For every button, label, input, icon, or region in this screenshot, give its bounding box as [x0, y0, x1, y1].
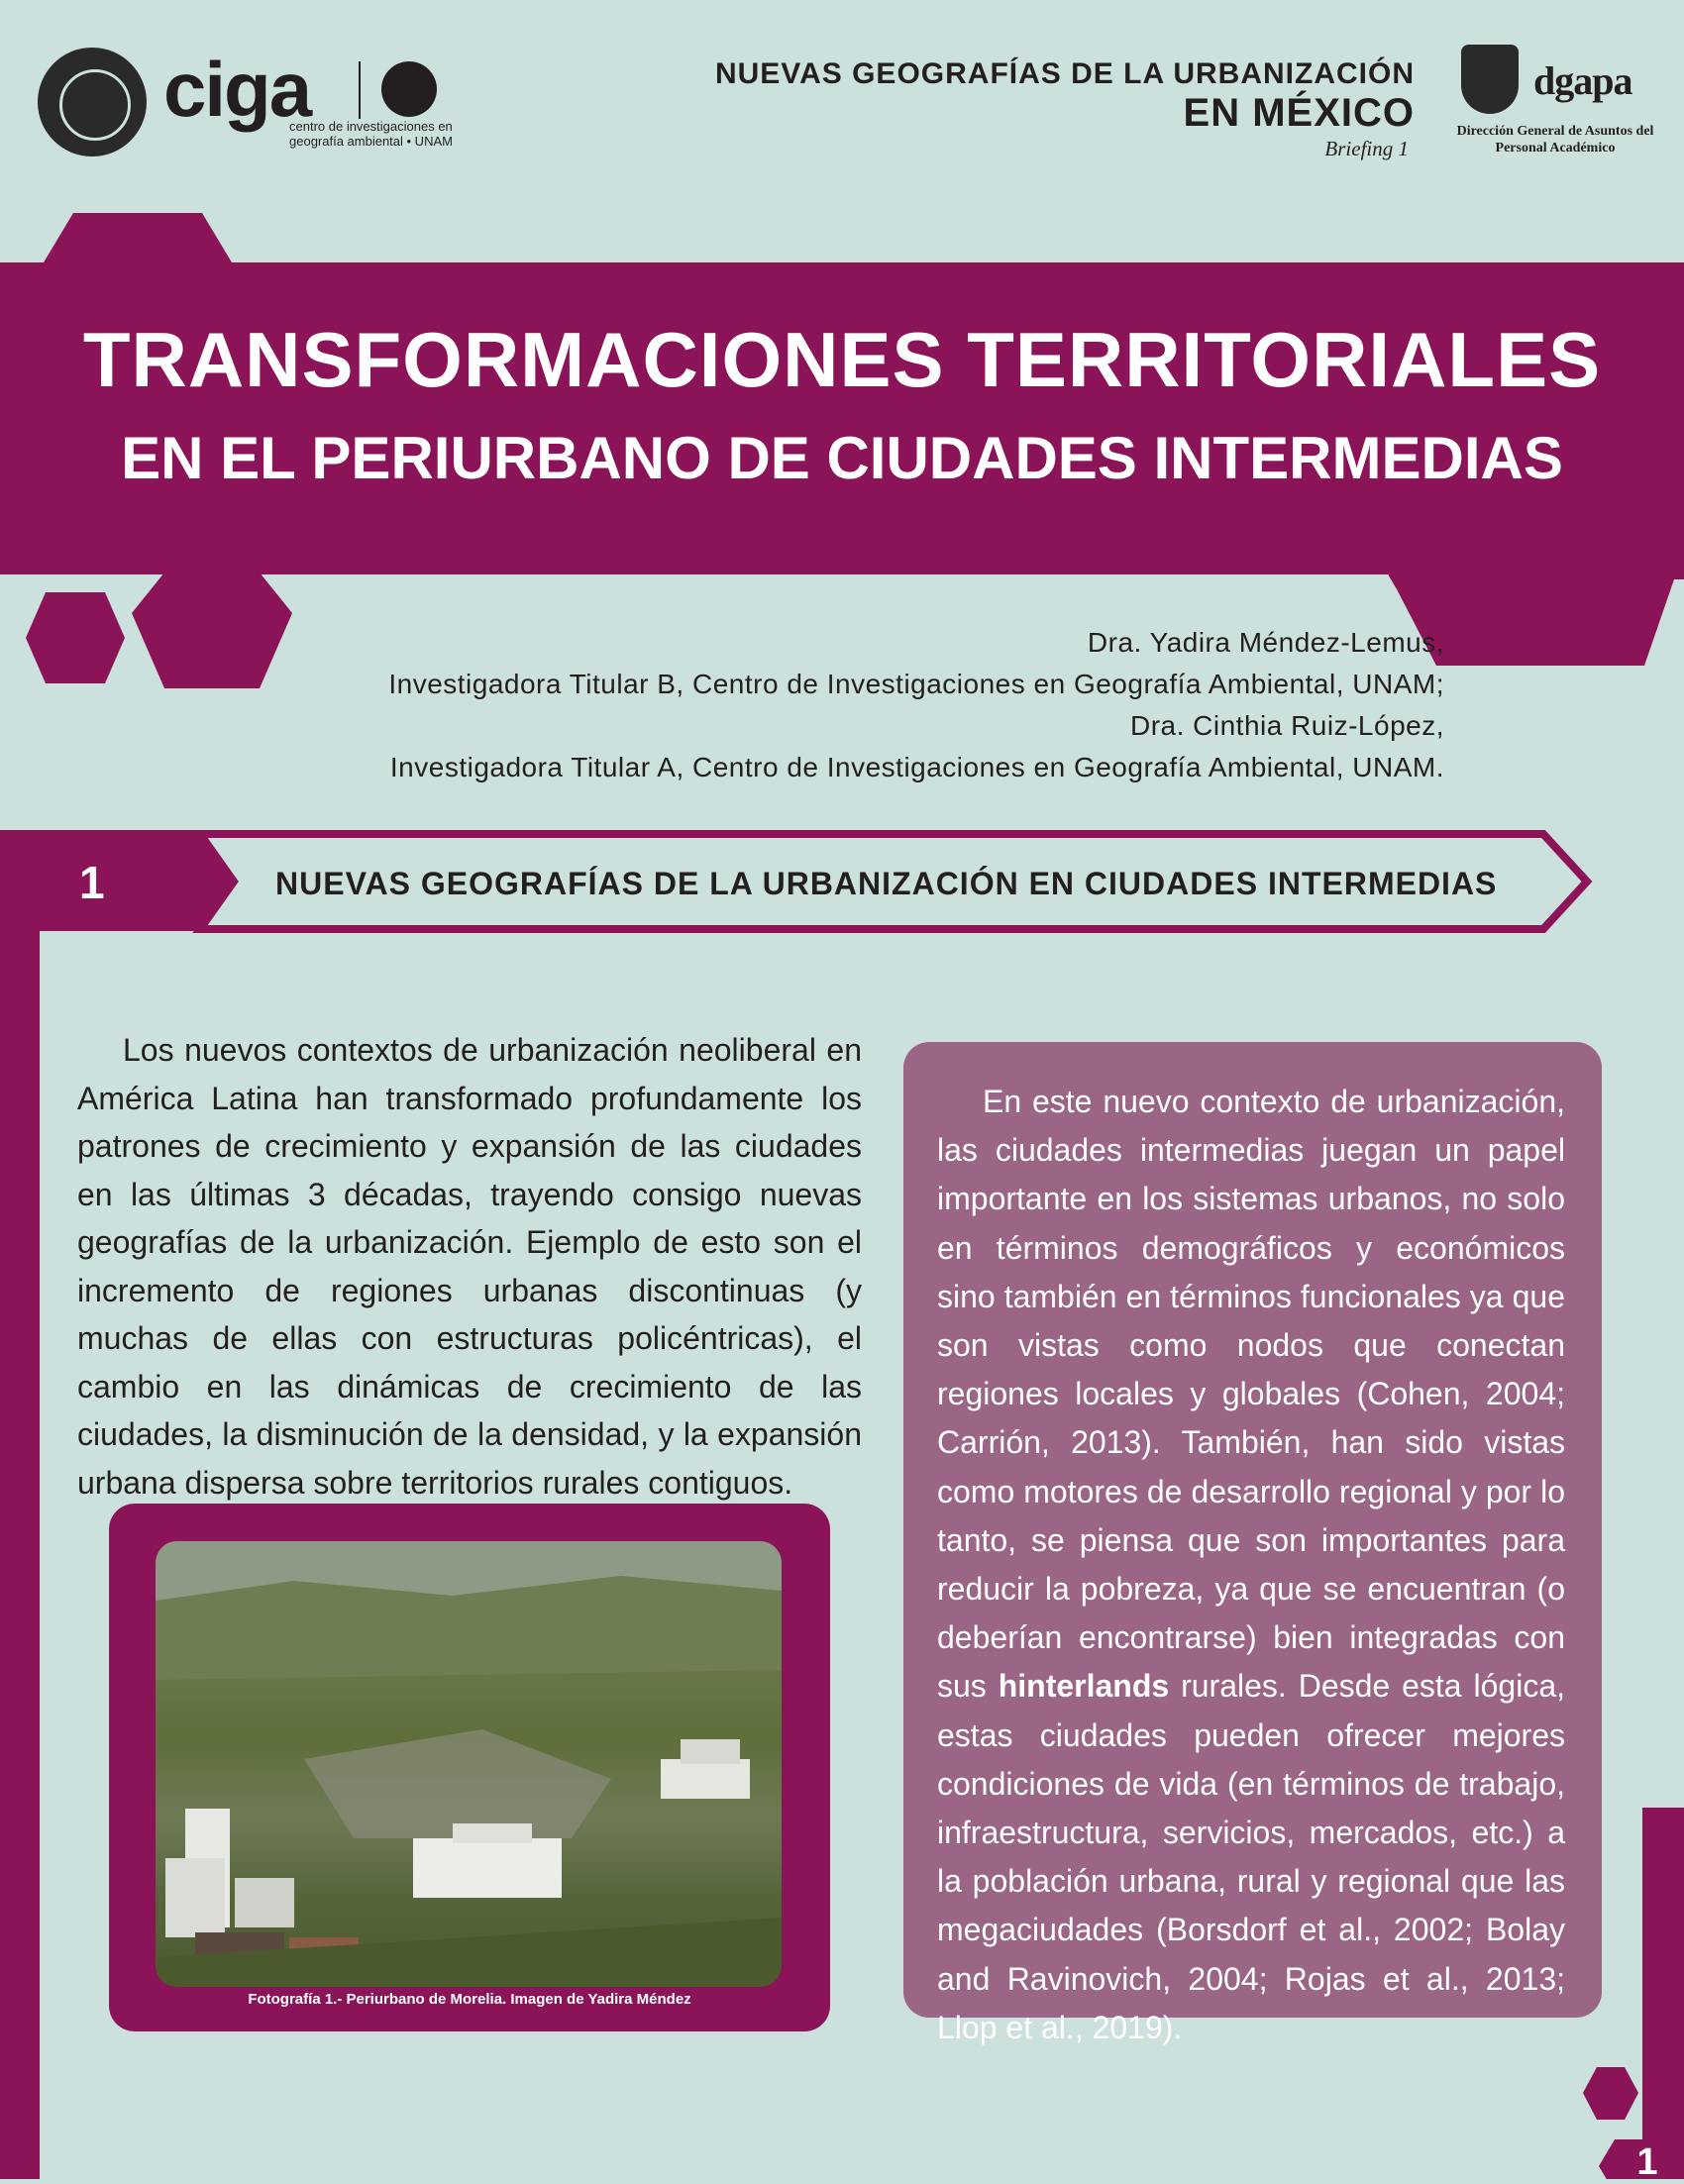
photo-illustration	[156, 1541, 782, 1987]
page-title-line1: TRANSFORMACIONES TERRITORIALES	[82, 316, 1602, 403]
section-number: 1	[79, 857, 105, 908]
author-line: Dra. Yadira Méndez-Lemus,	[1087, 627, 1444, 658]
ciga-subtitle: centro de investigaciones en geografía ambiental • UNAM	[289, 119, 453, 149]
title-band	[0, 262, 1684, 574]
photo-caption: Fotografía 1.- Periurbano de Morelia. Imagen de Yadira Méndez	[248, 1991, 691, 2008]
series-title-line2: EN MÉXICO	[1183, 91, 1415, 135]
page-number: 1	[1636, 2141, 1658, 2183]
paragraph-text: rurales. Desde esta lógica, estas ciudades pueden ofrecer mejores condiciones de vida (en términos de trabajo, infraestructura, servicios, mercados, etc.) a la población urbana, rural y regional que las megaciudades (Borsdorf et al., 2002; Bolay and Ravinovich, 2004; Rojas et al., 2013; Llop et al., 2019).	[937, 1668, 1566, 2045]
ciga-dot-icon	[381, 61, 437, 117]
author-line: Investigadora Titular B, Centro de Investigaciones en Geografía Ambiental, UNAM;	[388, 669, 1444, 699]
author-line: Investigadora Titular A, Centro de Investigaciones en Geografía Ambiental, UNAM.	[389, 752, 1444, 782]
photo-periurbano-morelia	[156, 1541, 782, 1987]
unam-seal-logo	[38, 48, 147, 156]
briefing-label: Briefing 1	[1324, 137, 1409, 160]
series-title-line1: NUEVAS GEOGRAFÍAS DE LA URBANIZACIÓN	[714, 57, 1415, 90]
body-paragraph-left: Los nuevos contextos de urbanización neoliberal en América Latina han transformado profundamente los patrones de crecimiento y expansión de las ciudades en las últimas 3 décadas, trayendo consigo nuevas geografías de la urbanización. Ejemplo de esto son el incremento de regiones urbanas discontinuas (y muchas de ellas con estructuras policéntricas), el cambio en las dinámicas de crecimiento de las ciudades, la disminución de la densidad, y la expansión urbana dispersa sobre territorios rurales contiguos.	[77, 1032, 862, 1501]
authors-block	[388, 622, 1444, 788]
paragraph-text: En este nuevo contexto de urbanización, las ciudades intermedias juegan un papel importante en los sistemas urbanos, no solo en términos demográficos y económicos sino también en términos funcionales ya que son vistas como nodos que conectan regiones locales y globales (Cohen, 2004; Carrión, 2013). También, han sido vistas como motores de desarrollo regional y por lo tanto, se piensa que son importantes para reducir la pobreza, ya que se encuentran (o deberían encontrarse) bien integradas con sus	[937, 1084, 1565, 1705]
emphasis-term: hinterlands	[998, 1668, 1170, 1705]
section-title: NUEVAS GEOGRAFÍAS DE LA URBANIZACIÓN EN CIUDADES INTERMEDIAS	[275, 866, 1498, 901]
right-side-strip	[1642, 1808, 1684, 2179]
dgapa-logo: dgapa	[1533, 58, 1632, 103]
author-line: Dra. Cinthia Ruiz-López,	[1129, 710, 1444, 741]
left-side-strip	[0, 830, 40, 2179]
dgapa-seal-logo	[1461, 45, 1519, 114]
ciga-logo: ciga	[163, 46, 311, 133]
body-paragraph-right	[937, 1078, 1565, 2052]
page-title-line2: EN EL PERIURBANO DE CIUDADES INTERMEDIAS	[121, 425, 1563, 491]
logo-separator	[359, 61, 361, 119]
dgapa-subtitle: Dirección General de Asuntos del Personal Académico	[1456, 124, 1654, 156]
